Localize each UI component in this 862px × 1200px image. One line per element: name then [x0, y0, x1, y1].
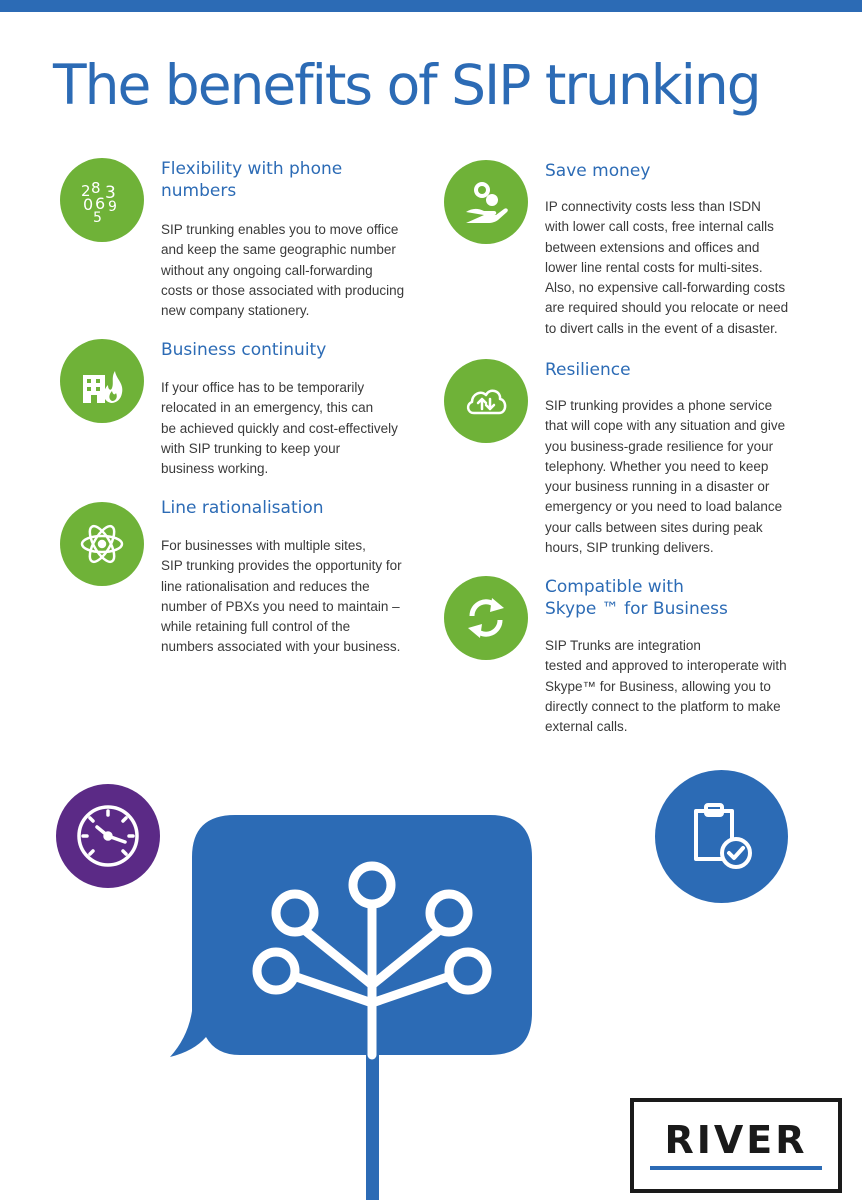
benefit-business-continuity — [60, 339, 430, 489]
benefit-heading: Compatible with Skype ™ for Business — [545, 577, 728, 619]
benefit-body: If your office has to be temporarily relocated in an emergency, this can be achieved quickly and cost-effectively with SIP trunking to keep your business working. — [161, 380, 398, 477]
svg-text:8: 8 — [91, 179, 101, 197]
phone-numbers-icon — [60, 158, 144, 242]
speedometer-icon — [56, 784, 160, 888]
benefit-body: For businesses with multiple sites, SIP trunking provides the opportunity for line rationalisation and reduces the number of PBXs you need to maintain – while retaining full control of the numbers associated with your business. — [161, 538, 402, 655]
benefit-compatible-skype — [444, 576, 824, 741]
benefit-body: IP connectivity costs less than ISDN with lower call costs, free internal calls between extensions and offices and lower line rental costs for multi-sites. Also, no expensive call-forwarding costs are required should you relocate or need to divert calls in the event of a disaster. — [545, 199, 789, 336]
benefit-heading: Business continuity — [161, 340, 327, 360]
logo-underline — [650, 1166, 822, 1170]
benefit-heading: Resilience — [545, 360, 631, 380]
clipboard-check-icon — [655, 770, 788, 903]
benefit-heading: Save money — [545, 161, 651, 181]
benefit-body: SIP trunking enables you to move office and keep the same geographic number without any ongoing call-forwarding costs or those associated with producing new company stationery. — [161, 222, 405, 319]
svg-text:5: 5 — [93, 210, 102, 224]
benefit-heading: Line rationalisation — [161, 498, 324, 518]
page-title: The benefits of SIP trunking — [53, 53, 760, 117]
river-logo — [630, 1098, 842, 1193]
benefit-save-money — [444, 160, 824, 345]
svg-text:0: 0 — [83, 195, 94, 214]
speech-bubble-network-icon — [170, 815, 535, 1200]
benefit-body: SIP trunking provides a phone service that will cope with any situation and give you business-grade resilience for your telephony. Whether you need to keep your business running in a disaster or emergency or you need to load balance your calls between sites during peak hours, SIP trunking delivers. — [545, 398, 786, 556]
svg-text:2: 2 — [81, 182, 91, 200]
benefit-body: SIP Trunks are integration tested and approved to interoperate with Skype™ for Business, allowing you to directly connect to the platform to make external calls. — [545, 638, 787, 735]
top-accent-bar — [0, 0, 862, 12]
cloud-arrows-icon — [444, 359, 528, 443]
svg-text:9: 9 — [108, 199, 117, 215]
benefit-heading: Flexibility with phone numbers — [161, 159, 343, 201]
benefit-resilience — [444, 359, 824, 559]
sync-arrows-icon — [444, 576, 528, 660]
svg-text:6: 6 — [95, 194, 106, 213]
svg-text:3: 3 — [105, 183, 116, 203]
benefit-line-rationalisation — [60, 497, 430, 667]
network-arrows-icon — [60, 502, 144, 586]
benefit-flexibility — [60, 158, 430, 328]
building-fire-icon — [60, 339, 144, 423]
logo-text: RIVER — [664, 1118, 808, 1162]
hand-coin-icon — [444, 160, 528, 244]
